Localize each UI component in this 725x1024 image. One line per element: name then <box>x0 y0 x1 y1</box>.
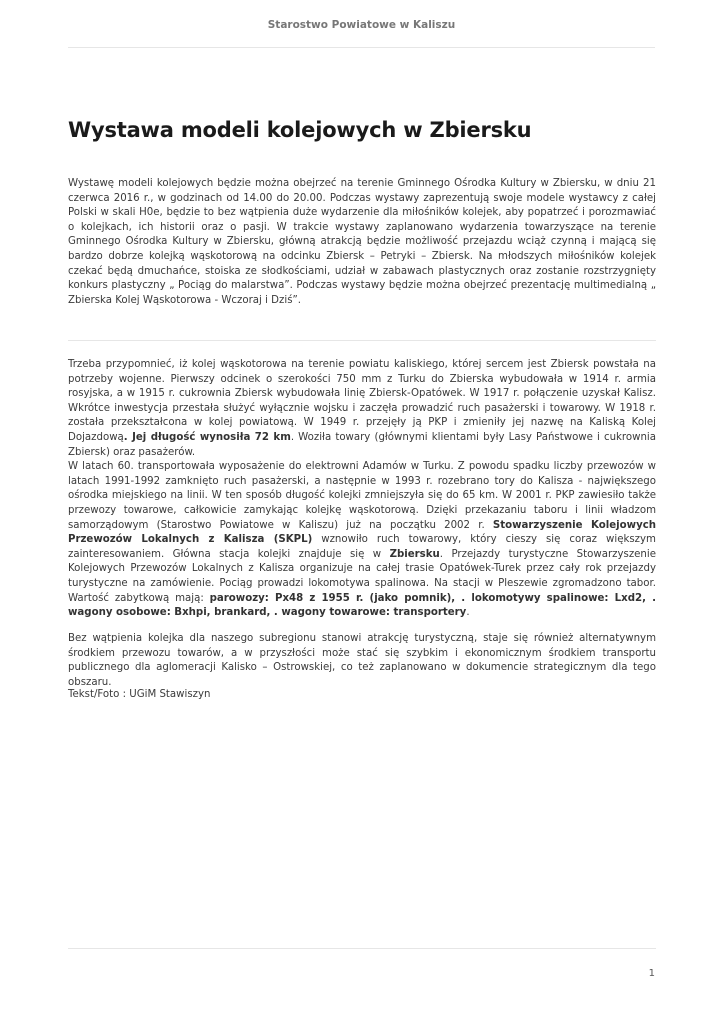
paragraph-text: Wystawę modeli kolejowych będzie można obejrzeć na terenie Gminnego Ośrodka Kultury w Zbiersku, w dniu 21 czerwca 2016 r., w godzinach od 14.00 do 20.00. Podczas wystawy zaprezentują swoje modele wystawcy z całej Polski w skali H0e, będzie to bez wątpienia duże wydarzenie dla miłośników kolejek, aby popatrzeć i porozmawiać o kolejkach, ich historii oraz o pasji. W trakcie wystawy zaplanowano wydarzenia towarzyszące na terenie Gminnego Ośrodka Kultury w Zbiersku, główną atrakcją będzie możliwość przejazdu wciąż czynną i mającą się bardzo dobrze kolejką wąskotorową na odcinku Zbiersk – Petryki – Zbiersk. Na młodszych miłośników kolejek czekać będą dmuchańce, stoiska ze słodkościami, udział w zabawach plastycznych oraz zostanie rozstrzygnięty konkurs plastyczny „ Pociąg do malarstwa”. Podczas wystawy będzie można obejrzeć prezentację multimedialną „ Zbierska Kolej Wąskotorowa - Wczoraj i Dziś”. <box>68 178 656 306</box>
paragraph-history-text-2 <box>68 460 656 621</box>
zbiersk-bold: Zbiersku <box>389 548 440 560</box>
history-text-a: Trzeba przypomnieć, iż kolej wąskotorowa na terenie powiatu kaliskiego, której sercem jest Zbiersk powstała na potrzeby wojenne. Pierwszy odcinek o szerokości 750 mm z Turku do Zbierska wybudowała w 1914 r. armia rosyjska, a w 1915 r. cukrownia Zbiersk wybudowała linię Zbiersk-Opatówek. W 1917 r. połączenie uzyskał Kalisz. Wkrótce inwestycja przestała służyć wyłącznie wojsku i zaczęła prowadzić ruch pasażerski i towarowy. W 1918 r. została przekształcona w kolej powiatową. W 1949 r. przejęły ją PKP i zmieniły jej nazwę na Kaliską Kolej Dojazdową <box>68 359 656 443</box>
summary-text: Bez wątpienia kolejka dla naszego subregionu stanowi atrakcję turystyczną, staje się również alternatywnym środkiem przewozu towarów, a w przyszłości może stać się szybkim i ekonomicznym środkiem transportu publicznego dla aglomeracji Kalisko – Ostrowskiej, co też zaplanowano w dokumencie strategicznym dla tego obszaru. <box>68 633 656 688</box>
paragraph-history <box>68 358 656 621</box>
paragraph-intro <box>68 177 656 308</box>
skpl-name-bold: Stowarzyszenie Kolejowych Przewozów Lokalnych z Kalisza (SKPL) <box>68 519 657 546</box>
paragraph-summary <box>68 632 656 690</box>
footer-divider <box>68 948 656 949</box>
history-text-h: . Przejazdy turystyczne Stowarzyszenie Kolejowych Przewozów Lokalnych z Kalisza organizuje na całej trasie Opatówek-Turek przez cały rok przejazdy turystyczne na zamówienie. Pociąg prowadzi lokomotywa spalinowa. Na stacji w Pleszewie zgromadzono tabor. Wartość zabytkową mają: <box>68 548 656 604</box>
header-title: Starostwo Powiatowe w Kaliszu <box>267 19 456 31</box>
rolling-stock-bold: parowozy: Px48 z 1955 r. (jako pomnik), . lokomotywy spalinowe: Lxd2, . wagony osobowe: Bxhpi, brankard, . wagony towarowe: transportery <box>68 592 656 619</box>
paragraph-history-text <box>68 358 656 460</box>
credits-text: Tekst/Foto : UGiM Stawiszyn <box>68 689 211 700</box>
history-text-c: . Woziła towary (głównymi klientami były Lasy Państwowe i cukrownia Zbiersk) oraz pasażerów. <box>68 431 656 458</box>
page-number: 1 <box>648 968 655 979</box>
history-text-f: wznowiło ruch towarowy, który cieszy się coraz większym zainteresowaniem. Główna stacja kolejki znajduje się w <box>68 534 656 560</box>
history-length-bold: . Jej długość wynosiła 72 km <box>123 431 291 443</box>
page-header <box>68 12 655 48</box>
article-title: Wystawa modeli kolejowych w Zbiersku <box>68 118 532 142</box>
section-divider <box>68 340 656 341</box>
paragraph-credits <box>68 688 656 703</box>
history-text-j: . <box>466 607 470 619</box>
history-text-d: W latach 60. transportowała wyposażenie do elektrowni Adamów w Turku. Z powodu spadku liczby przewozów w latach 1991-1992 zamknięto ruch pasażerski, a następnie w 1993 r. rozebrano tory do Kalisza - największego ośrodka miejskiego na linii. W ten sposób długość kolejki zmniejszyła się do 65 km. W 2001 r. PKP zawiesiło także przewozy towarowe, całkowicie zamykając kolejkę wąskotorową. Dzięki przekazaniu taboru i linii władzom samorządowym (Starostwo Powiatowe w Kaliszu) już na początku 2002 r. <box>68 461 656 531</box>
